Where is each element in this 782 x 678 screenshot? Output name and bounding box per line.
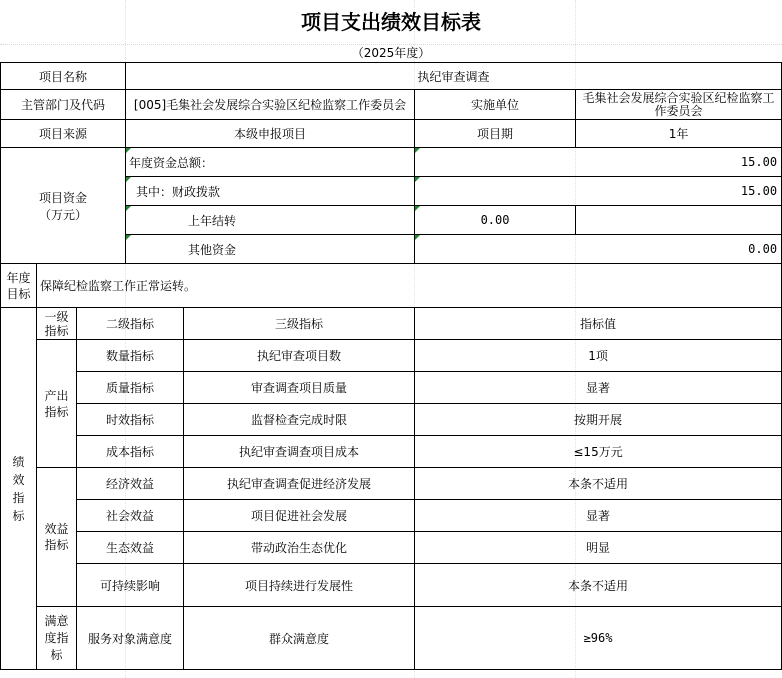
project-name-label: 项目名称 xyxy=(1,63,126,90)
dept-label: 主管部门及代码 xyxy=(1,90,126,120)
table-row xyxy=(1,468,782,500)
row-department xyxy=(1,90,782,120)
l2-cell: 质量指标 xyxy=(77,372,184,404)
level2-header: 二级指标 xyxy=(77,308,184,340)
l3-cell: 执纪审查调查项目成本 xyxy=(184,436,415,468)
funds-other-value: 0.00 xyxy=(415,235,782,264)
cell-marker-icon xyxy=(126,177,131,182)
l2-cell: 数量指标 xyxy=(77,340,184,372)
satisfaction-indicator-label: 满意 度指 标 xyxy=(37,607,77,670)
table-row xyxy=(1,372,782,404)
cell-marker-icon xyxy=(126,235,131,240)
value-cell: 本条不适用 xyxy=(415,468,782,500)
cell-marker-icon xyxy=(126,148,131,153)
value-cell: 按期开展 xyxy=(415,404,782,436)
year-label: （2025年度） xyxy=(351,46,431,60)
l2-cell: 经济效益 xyxy=(77,468,184,500)
table-row xyxy=(1,340,782,372)
perf-indicator-text: 绩效指标 xyxy=(12,454,25,523)
page-title: 项目支出绩效目标表 xyxy=(301,10,481,34)
cell-marker-icon xyxy=(415,177,420,182)
value-cell: ≥96% xyxy=(415,607,782,670)
value-cell: 显著 xyxy=(415,500,782,532)
funds-label xyxy=(1,148,126,264)
benefit-indicator-label: 效益 指标 xyxy=(37,468,77,607)
perf-indicator-label xyxy=(1,308,37,670)
row-source xyxy=(1,120,782,148)
value-cell: ≤15万元 xyxy=(415,436,782,468)
cell-marker-icon xyxy=(415,148,420,153)
l3-cell: 群众满意度 xyxy=(184,607,415,670)
table-row xyxy=(1,436,782,468)
table-row xyxy=(1,607,782,670)
output-indicator-label: 产出 指标 xyxy=(37,340,77,468)
cell-marker-icon xyxy=(126,206,131,211)
l2-cell: 服务对象满意度 xyxy=(77,607,184,670)
project-name-value: 执纪审查调查 xyxy=(126,63,782,90)
value-cell: 本条不适用 xyxy=(415,564,782,607)
level1-header: 一级 指标 xyxy=(37,308,77,340)
table-row xyxy=(1,404,782,436)
l3-cell: 项目促进社会发展 xyxy=(184,500,415,532)
period-value: 1年 xyxy=(576,120,782,148)
annual-goal-label-line2: 目标 xyxy=(6,286,31,301)
source-label: 项目来源 xyxy=(1,120,126,148)
table-row xyxy=(1,564,782,607)
l3-cell: 审查调查项目质量 xyxy=(184,372,415,404)
funds-other-label: 其他资金 xyxy=(126,235,415,264)
cell-marker-icon xyxy=(415,235,420,240)
l2-cell: 成本指标 xyxy=(77,436,184,468)
dept-value: [005]毛集社会发展综合实验区纪检监察工作委员会 xyxy=(126,90,415,120)
table-row xyxy=(1,500,782,532)
funds-fiscal-value: 15.00 xyxy=(415,177,782,206)
l2-cell: 社会效益 xyxy=(77,500,184,532)
value-cell: 1项 xyxy=(415,340,782,372)
level3-header: 三级指标 xyxy=(184,308,415,340)
funds-carryover-label: 上年结转 xyxy=(126,206,415,235)
funds-total-label: 年度资金总额： xyxy=(126,148,415,177)
impl-unit-value: 毛集社会发展综合实验区纪检监察工作委员会 xyxy=(576,90,782,120)
funds-label-line2: （万元） xyxy=(39,207,88,222)
l3-cell: 执纪审查调查促进经济发展 xyxy=(184,468,415,500)
l3-cell: 监督检查完成时限 xyxy=(184,404,415,436)
value-cell: 显著 xyxy=(415,372,782,404)
l3-cell: 项目持续进行发展性 xyxy=(184,564,415,607)
funds-fiscal-label: 其中：财政拨款 xyxy=(126,177,415,206)
row-annual-goal xyxy=(1,264,782,308)
annual-goal-text: 保障纪检监察工作正常运转。 xyxy=(37,264,782,308)
funds-carryover-empty xyxy=(576,206,782,235)
l2-cell: 生态效益 xyxy=(77,532,184,564)
row-indicator-header xyxy=(1,308,782,340)
l3-cell: 带动政治生态优化 xyxy=(184,532,415,564)
row-funds-total xyxy=(1,148,782,177)
l2-cell: 时效指标 xyxy=(77,404,184,436)
impl-unit-label: 实施单位 xyxy=(415,90,576,120)
annual-goal-label-line1: 年度 xyxy=(6,270,31,285)
annual-goal-label xyxy=(1,264,37,308)
funds-total-value: 15.00 xyxy=(415,148,782,177)
source-value: 本级申报项目 xyxy=(126,120,415,148)
l3-cell: 执纪审查项目数 xyxy=(184,340,415,372)
l2-cell: 可持续影响 xyxy=(77,564,184,607)
funds-carryover-value: 0.00 xyxy=(415,206,576,235)
performance-target-table xyxy=(0,62,782,670)
funds-label-line1: 项目资金 xyxy=(39,190,88,205)
value-header: 指标值 xyxy=(415,308,782,340)
cell-marker-icon xyxy=(415,206,420,211)
value-cell: 明显 xyxy=(415,532,782,564)
table-row xyxy=(1,532,782,564)
period-label: 项目期 xyxy=(415,120,576,148)
row-project-name xyxy=(1,63,782,90)
